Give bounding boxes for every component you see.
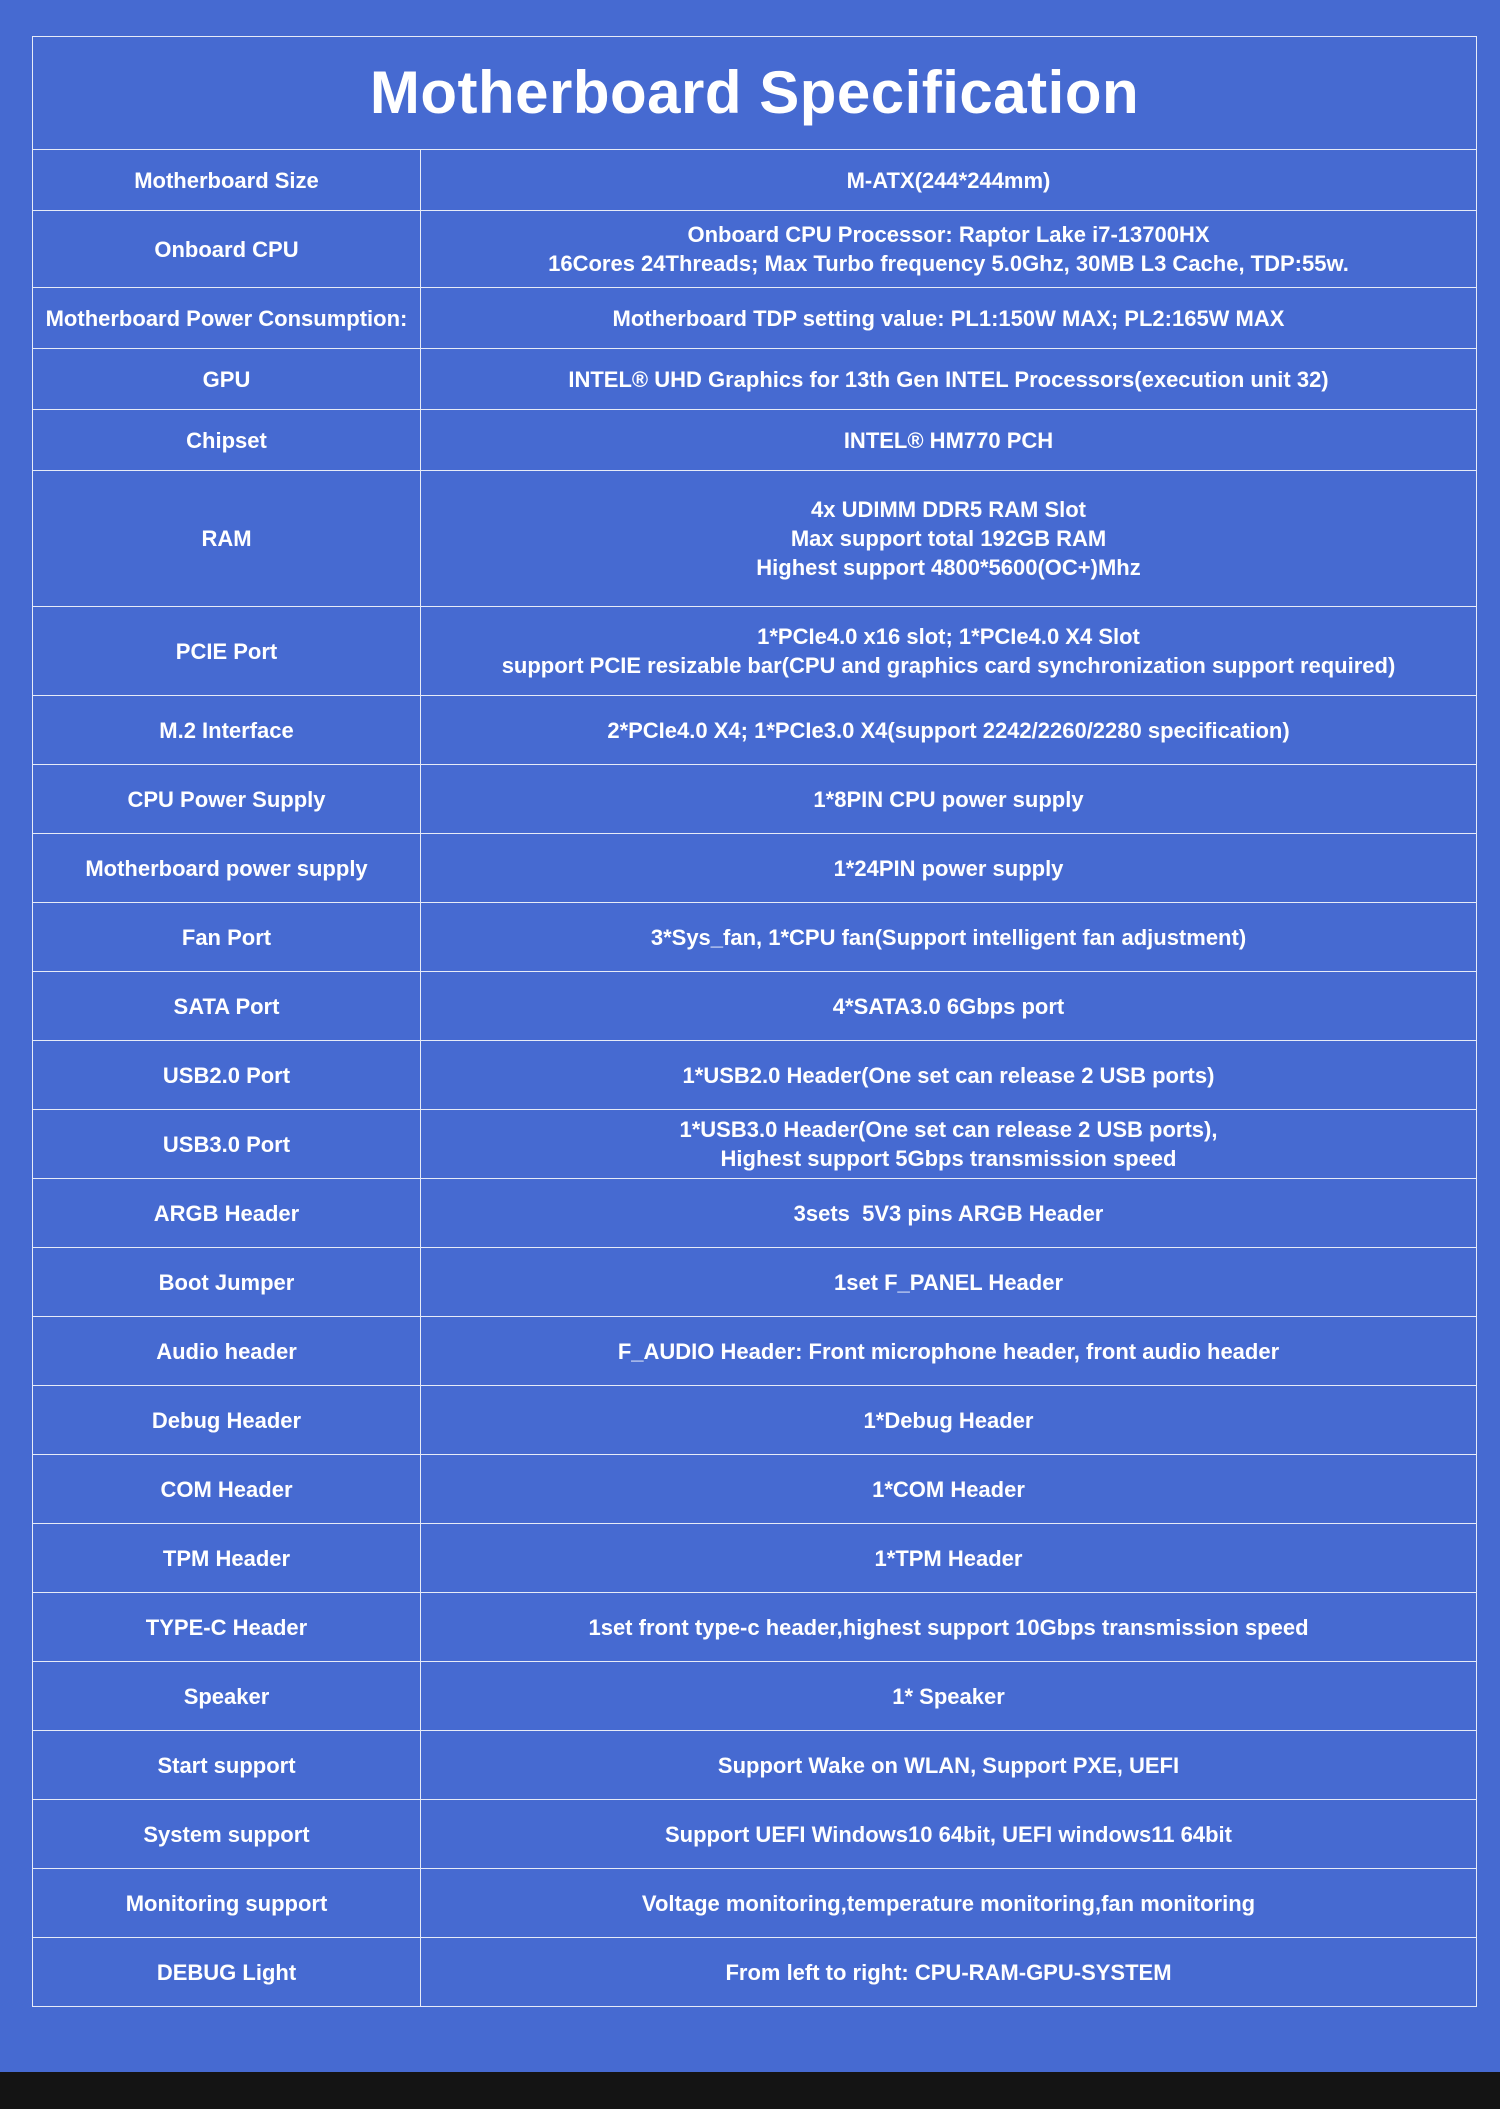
table-row [33,1317,1477,1386]
spec-label: CPU Power Supply [33,765,421,834]
spec-label: RAM [33,471,421,607]
spec-value [421,1524,1477,1593]
spec-value-line: 16Cores 24Threads; Max Turbo frequency 5.0Ghz, 30MB L3 Cache, TDP:55w. [548,251,1349,276]
spec-value [421,972,1477,1041]
bottom-bar [0,2072,1500,2109]
spec-value [421,1041,1477,1110]
title-row [33,37,1477,150]
spec-label: Boot Jumper [33,1248,421,1317]
spec-value-line: 4x UDIMM DDR5 RAM Slot [810,497,1086,522]
spec-value-line: 1*USB2.0 Header(One set can release 2 USB ports) [682,1062,1215,1088]
spec-label: TPM Header [33,1524,421,1593]
table-row [33,1248,1477,1317]
spec-value [421,765,1477,834]
spec-label: Start support [33,1731,421,1800]
spec-value [421,349,1477,410]
spec-label: GPU [33,349,421,410]
table-row [33,410,1477,471]
table-row [33,288,1477,349]
spec-value-line: F_AUDIO Header: Front microphone header, front audio header [617,1338,1280,1364]
table-row [33,1386,1477,1455]
spec-value [421,1662,1477,1731]
spec-value [421,1593,1477,1662]
table-row [33,1800,1477,1869]
spec-value-line: 1*PCIe4.0 x16 slot; 1*PCIe4.0 X4 Slot [757,624,1140,649]
spec-value [421,696,1477,765]
table-row [33,1593,1477,1662]
table-row [33,903,1477,972]
spec-value [421,834,1477,903]
table-row [33,1731,1477,1800]
spec-label: Motherboard Power Consumption: [33,288,421,349]
spec-value-line: Onboard CPU Processor: Raptor Lake i7-13700HX [687,222,1210,247]
spec-label: Motherboard power supply [33,834,421,903]
spec-label: Speaker [33,1662,421,1731]
spec-value [421,1386,1477,1455]
table-row [33,1041,1477,1110]
table-row [33,1455,1477,1524]
spec-value-line: Max support total 192GB RAM [790,526,1107,551]
page-title: Motherboard Specification [33,37,1477,150]
spec-label: M.2 Interface [33,696,421,765]
spec-label: Motherboard Size [33,150,421,211]
spec-value-line: 2*PCIe4.0 X4; 1*PCIe3.0 X4(support 2242/2260/2280 specification) [607,717,1290,743]
table-row [33,1179,1477,1248]
spec-value-line: 3*Sys_fan, 1*CPU fan(Support intelligent fan adjustment) [650,924,1247,950]
spec-label: PCIE Port [33,607,421,696]
spec-label: USB2.0 Port [33,1041,421,1110]
table-row [33,211,1477,288]
spec-value [421,410,1477,471]
spec-label: USB3.0 Port [33,1110,421,1179]
spec-label: Onboard CPU [33,211,421,288]
spec-value-line: 1*TPM Header [874,1545,1023,1571]
spec-value-line: M-ATX(244*244mm) [846,167,1051,193]
spec-value [421,1248,1477,1317]
spec-value [421,211,1477,288]
spec-value [421,1800,1477,1869]
spec-value [421,1317,1477,1386]
table-row [33,972,1477,1041]
spec-value-line: Motherboard TDP setting value: PL1:150W MAX; PL2:165W MAX [612,305,1285,331]
spec-value-line: 1* Speaker [892,1683,1005,1709]
spec-value-line: support PCIE resizable bar(CPU and graphics card synchronization support required) [501,653,1396,678]
spec-label: DEBUG Light [33,1938,421,2007]
spec-value-line: 1*COM Header [872,1476,1025,1502]
spec-value-line: 1*24PIN power supply [833,855,1064,881]
spec-label: COM Header [33,1455,421,1524]
spec-value-line: 1*USB3.0 Header(One set can release 2 USB ports), [679,1117,1218,1142]
table-row [33,1869,1477,1938]
table-row [33,765,1477,834]
spec-value [421,1938,1477,2007]
spec-label: Chipset [33,410,421,471]
spec-value-line: INTEL® HM770 PCH [843,427,1054,453]
spec-value [421,1179,1477,1248]
spec-value-line: 1*Debug Header [863,1407,1034,1433]
spec-label: TYPE-C Header [33,1593,421,1662]
table-row [33,471,1477,607]
spec-value [421,607,1477,696]
table-row [33,696,1477,765]
spec-value-line: Support Wake on WLAN, Support PXE, UEFI [717,1752,1180,1778]
table-row [33,607,1477,696]
spec-value-line: 3sets 5V3 pins ARGB Header [793,1200,1104,1226]
spec-value [421,1731,1477,1800]
spec-value-line: 1set F_PANEL Header [833,1269,1064,1295]
spec-value-line: Highest support 4800*5600(OC+)Mhz [756,555,1141,580]
spec-label: Monitoring support [33,1869,421,1938]
table-row [33,1524,1477,1593]
spec-value [421,1110,1477,1179]
spec-value-line: 4*SATA3.0 6Gbps port [832,993,1065,1019]
spec-value [421,1869,1477,1938]
spec-value-line: Highest support 5Gbps transmission speed [720,1146,1177,1171]
spec-value-line: 1set front type-c header,highest support 10Gbps transmission speed [588,1614,1309,1640]
spec-label: Audio header [33,1317,421,1386]
spec-value-line: INTEL® UHD Graphics for 13th Gen INTEL Processors(execution unit 32) [568,366,1329,392]
spec-value [421,903,1477,972]
spec-label: SATA Port [33,972,421,1041]
spec-label: ARGB Header [33,1179,421,1248]
table-row [33,1938,1477,2007]
spec-value-line: From left to right: CPU-RAM-GPU-SYSTEM [725,1959,1172,1985]
spec-value [421,1455,1477,1524]
spec-label: System support [33,1800,421,1869]
spec-value-line: 1*8PIN CPU power supply [813,786,1084,812]
table-row [33,1662,1477,1731]
table-row [33,1110,1477,1179]
spec-label: Fan Port [33,903,421,972]
spec-value-line: Support UEFI Windows10 64bit, UEFI windows11 64bit [665,1821,1232,1847]
spec-value [421,288,1477,349]
table-row [33,834,1477,903]
table-row [33,150,1477,211]
spec-table [32,36,1477,2007]
spec-value [421,471,1477,607]
spec-value-line: Voltage monitoring,temperature monitoring,fan monitoring [641,1890,1256,1916]
table-row [33,349,1477,410]
spec-label: Debug Header [33,1386,421,1455]
spec-value [421,150,1477,211]
